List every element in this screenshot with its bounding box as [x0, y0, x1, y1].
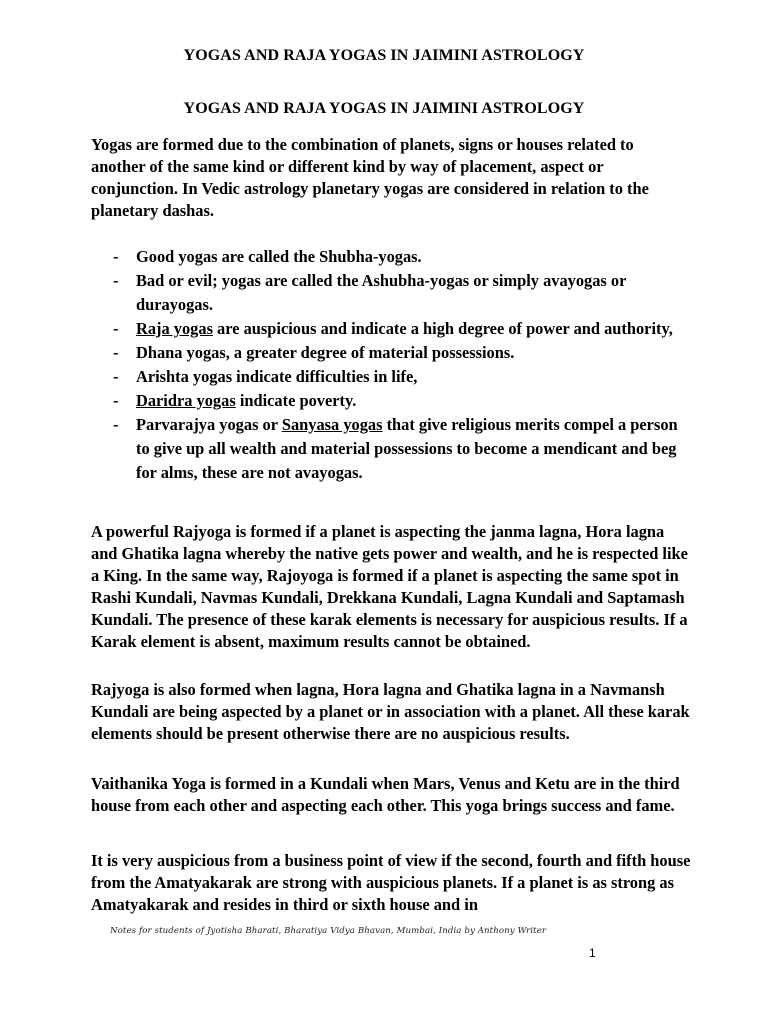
list-item	[91, 413, 691, 485]
intro-paragraph: Yogas are formed due to the combination of planets, signs or houses related to another of the same kind or different kind by way of placement, aspect or conjunction. In Vedic astrology planetary yogas are considered in relation to the planetary dashas.	[91, 135, 649, 220]
footer-note: Notes for students of Jyotisha Bharati, Bharatiya Vidya Bhavan, Mumbai, India by Anthony Writer	[110, 926, 547, 936]
yoga-types-list	[91, 245, 691, 485]
list-dash: -	[113, 271, 119, 290]
list-item-text: Dhana yogas, a greater degree of material possessions.	[136, 343, 515, 362]
page-number: 1	[589, 946, 596, 960]
list-dash: -	[113, 367, 119, 386]
list-item	[91, 389, 691, 413]
list-dash: -	[113, 415, 119, 434]
list-dash: -	[113, 319, 119, 338]
list-dash: -	[113, 247, 119, 266]
list-item-text: Good yogas are called the Shubha-yogas.	[136, 247, 422, 266]
list-dash: -	[113, 343, 119, 362]
sanyasa-yogas-link[interactable]: Sanyasa yogas	[281, 415, 383, 434]
business-paragraph: It is very auspicious from a business point of view if the second, fourth and fifth house from the Amatyakarak are strong with auspicious planets. If a planet is as strong as Amatyakarak and resides in third or sixth house and in	[91, 851, 691, 914]
raja-yogas-link[interactable]: Raja yogas	[136, 319, 213, 338]
list-item-text: Bad or evil; yogas are called the Ashubha-yogas or simply avayogas or durayogas.	[136, 271, 627, 314]
list-item-text: Parvarajya yogas or	[136, 415, 282, 434]
list-item-text: are auspicious and indicate a high degree of power and authority,	[212, 319, 673, 338]
list-item	[91, 365, 691, 389]
list-item-text: Arishta yogas indicate difficulties in life,	[136, 367, 418, 386]
list-item	[91, 269, 691, 317]
daridra-yogas-link[interactable]: Daridra yogas	[136, 391, 236, 410]
list-item-text: indicate poverty.	[235, 391, 357, 410]
vaithanika-paragraph: Vaithanika Yoga is formed in a Kundali when Mars, Venus and Ketu are in the third house from each other and aspecting each other. This yoga brings success and fame.	[91, 774, 680, 815]
list-item	[91, 245, 691, 269]
list-item	[91, 341, 691, 365]
header-title: YOGAS AND RAJA YOGAS IN JAIMINI ASTROLOGY	[183, 47, 585, 64]
page-title: YOGAS AND RAJA YOGAS IN JAIMINI ASTROLOGY	[183, 100, 585, 117]
rajyoga-paragraph: A powerful Rajyoga is formed if a planet is aspecting the janma lagna, Hora lagna and Ghatika lagna whereby the native gets power and wealth, and he is respected like a King. In the same way, Rajoyoga is formed if a planet is aspecting the same spot in Rashi Kundali, Navmas Kundali, Drekkana Kundali, Lagna Kundali and Saptamash Kundali. The presence of these karak elements is necessary for auspicious results. If a Karak element is absent, maximum results cannot be obtained.	[91, 522, 688, 651]
list-item	[91, 317, 691, 341]
list-dash: -	[113, 391, 119, 410]
list-item-text: that give religious merits compel a person to give up all wealth and material possessions to become a mendicant and beg for alms, these are not avayogas.	[136, 415, 678, 482]
navmansh-paragraph: Rajyoga is also formed when lagna, Hora lagna and Ghatika lagna in a Navmansh Kundali are being aspected by a planet or in association with a planet. All these karak elements should be present otherwise there are no auspicious results.	[91, 680, 690, 743]
